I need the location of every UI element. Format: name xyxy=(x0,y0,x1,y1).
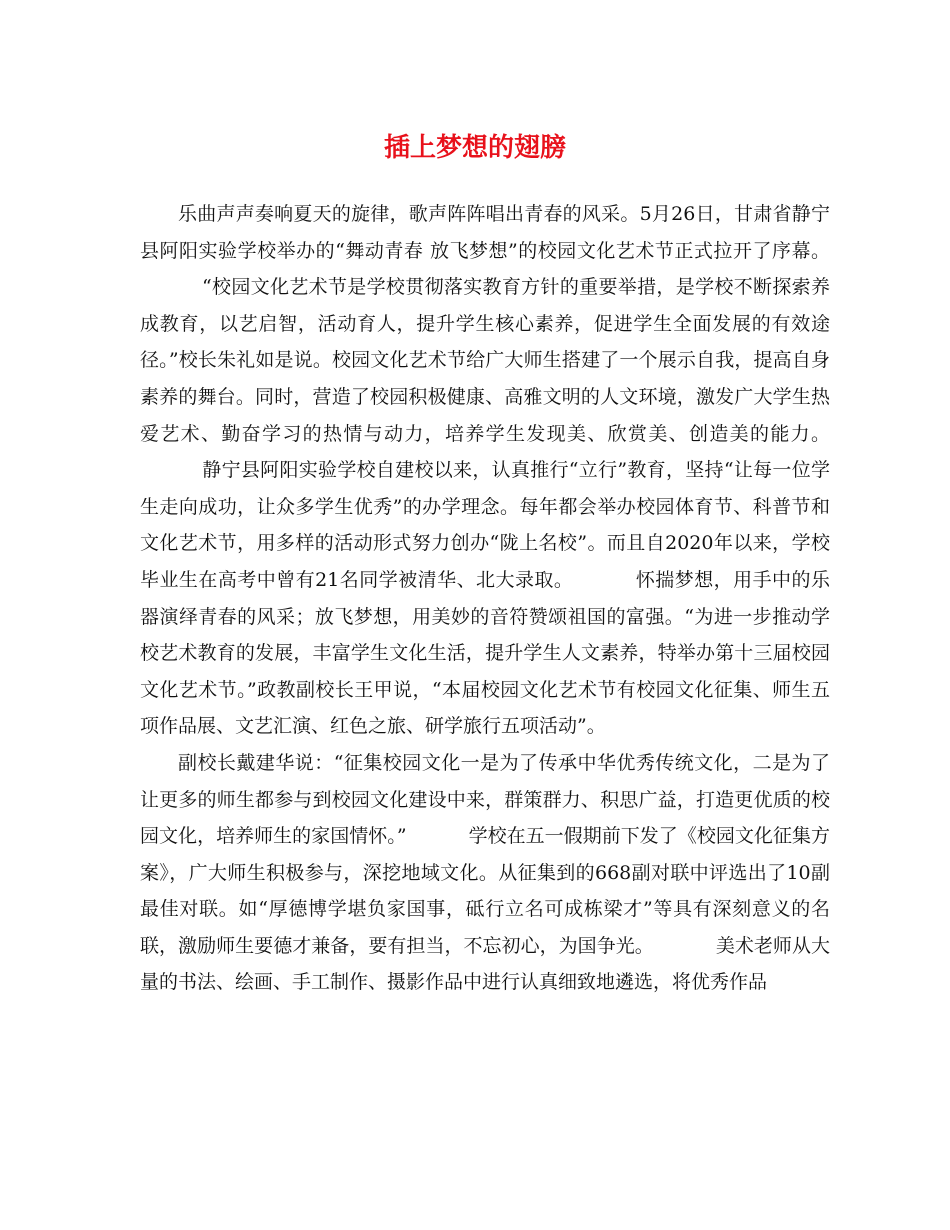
paragraph-2 xyxy=(140,745,830,1001)
document-body xyxy=(140,196,830,1001)
paragraph-1-segment-3: 静宁县阿阳实验学校自建校以来，认真推行“立行”教育，坚持“让每一位学生走向成功，让众多学生优秀”的办学理念。每年都会举办校园体育节、科普节和文化艺术节，用多样的活动形式努力创办“陇上名校”。而且自2020年以来，学校毕业生在高考中曾有21名同学被清华、北大录取。 xyxy=(140,459,830,591)
paragraph-1 xyxy=(140,196,830,745)
paragraph-1-segment-1: 乐曲声声奏响夏天的旋律，歌声阵阵唱出青春的风采。5月26日，甘肃省静宁县阿阳实验学校举办的“舞动青春 放飞梦想”的校园文化艺术节正式拉开了序幕。 xyxy=(140,203,830,262)
paragraph-2-segment-1: 副校长戴建华说：“征集校园文化一是为了传承中华优秀传统文化，二是为了让更多的师生都参与到校园文化建设中来，群策群力、积思广益，打造更优质的校园文化，培养师生的家国情怀。” xyxy=(140,751,830,848)
paragraph-2-segment-3: 美术老师从大量的书法、绘画、手工制作、摄影作品中进行认真细致地遴选，将优秀作品 xyxy=(140,934,830,994)
paragraph-2-segment-2: 学校在五一假期前下发了《校园文化征集方案》，广大师生积极参与，深挖地域文化。从征集到的668副对联中评选出了10副最佳对联。如“厚德博学堪负家国事，砥行立名可成栋梁才”等具有深刻意义的名联，激励师生要德才兼备，要有担当，不忘初心，为国争光。 xyxy=(140,825,830,957)
document-title: 插上梦想的翅膀 xyxy=(383,133,566,163)
paragraph-1-segment-4: 怀揣梦想，用手中的乐器演绎青春的风采；放飞梦想，用美妙的音符赞颂祖国的富强。“为进一步推动学校艺术教育的发展，丰富学生文化生活，提升学生人文素养，特举办第十三届校园文化艺术节。”政教副校长王甲说，“本届校园文化艺术节有校园文化征集、师生五项作品展、文艺汇演、红色之旅、研学旅行五项活动”。 xyxy=(140,568,830,738)
paragraph-1-segment-2: “校园文化艺术节是学校贯彻落实教育方针的重要举措，是学校不断探索养成教育，以艺启智，活动育人，提升学生核心素养，促进学生全面发展的有效途径。”校长朱礼如是说。校园文化艺术节给广大师生搭建了一个展示自我，提高自身素养的舞台。同时，营造了校园积极健康、高雅文明的人文环境，激发广大学生热爱艺术、勤奋学习的热情与动力，培养学生发现美、欣赏美、创造美的能力。 xyxy=(140,276,830,445)
